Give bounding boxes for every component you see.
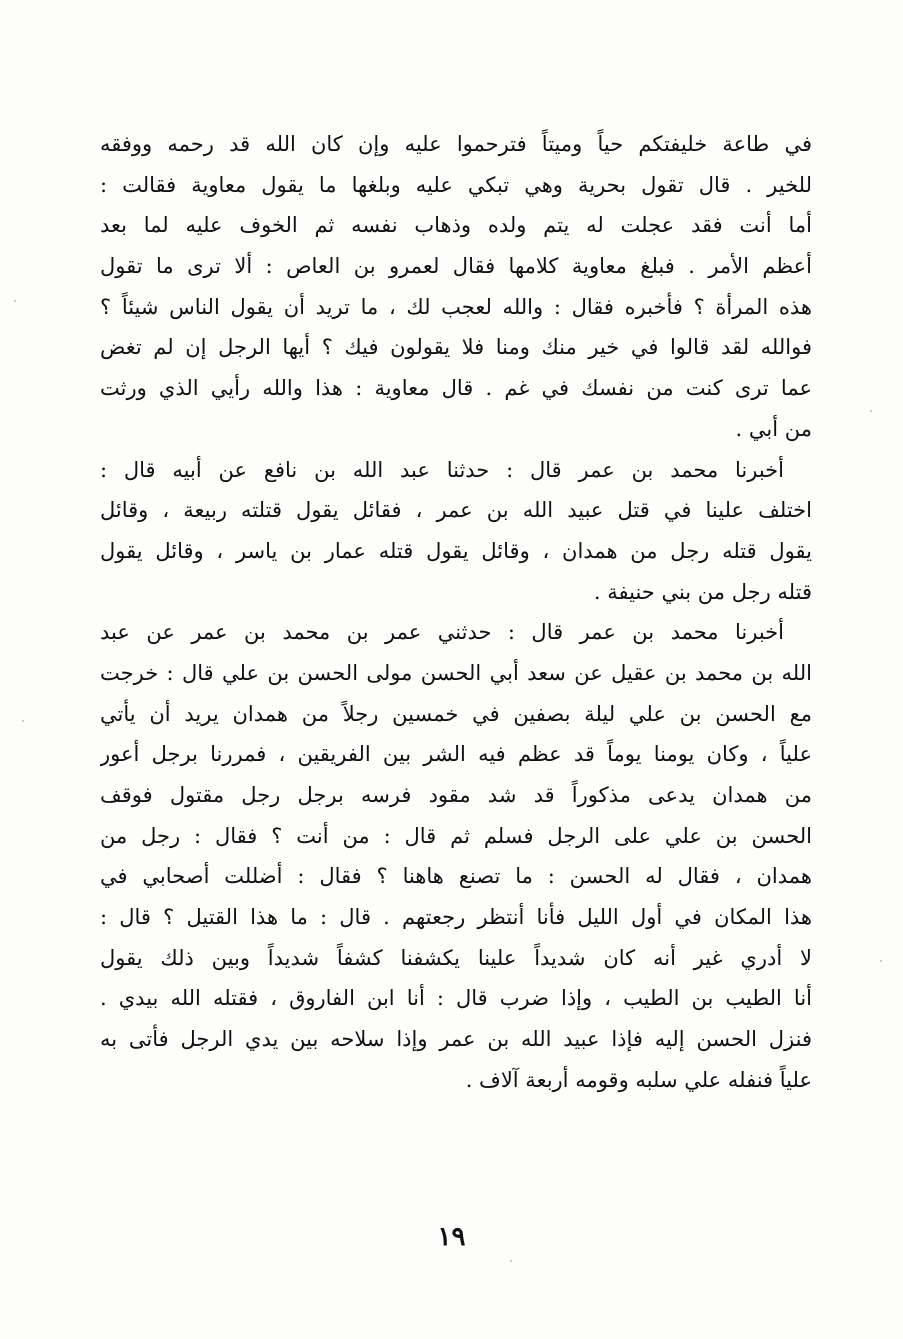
text-line: هذا المكان في أول الليل فأنا أنتظر رجعتهم . قال : ما هذا القتيل ؟ قال : [100, 905, 812, 930]
scan-speck [510, 1260, 512, 1262]
text-line: يقول قتله رجل من همدان ، وقائل يقول قتله عمار بن ياسر ، وقائل يقول [100, 538, 812, 563]
text-line: من أبي . [735, 416, 812, 441]
paragraph-1 [100, 124, 812, 450]
scan-speck [870, 410, 872, 412]
scan-speck [22, 720, 24, 722]
text-line: علياً ، وكان يومنا يوماً قد عظم فيه الشر بين الفريقين ، فمررنا برجل أعور [100, 742, 812, 767]
page-body [100, 124, 812, 1101]
text-line: أخبرنا محمد بن عمر قال : حدثني عمر بن محمد بن عمر عن عبد [100, 620, 784, 645]
text-line: الله بن محمد بن عقيل عن سعد أبي الحسن مولى الحسن بن علي قال : خرجت [100, 660, 812, 685]
text-line: في طاعة خليفتكم حياً وميتاً فترحموا عليه وإن كان الله قد رحمه ووفقه [100, 132, 812, 156]
text-line: أما أنت فقد عجلت له يتم ولده وذهاب نفسه ثم الخوف عليه لما بعد [100, 213, 812, 238]
text-line: أخبرنا محمد بن عمر قال : حدثنا عبد الله بن نافع عن أبيه قال : [100, 457, 784, 482]
text-line: عما ترى كنت من نفسك في غم . قال معاوية : هذا والله رأيي الذي ورثت [100, 376, 812, 401]
text-line: من همدان يدعى مذكوراً قد شد مقود فرسه برجل رجل مقتول فوقف [100, 783, 812, 807]
text-line: للخير . قال تقول بحرية وهي تبكي عليه وبلغها ما يقول معاوية فقالت : [100, 172, 812, 197]
text-line: أعظم الأمر . فبلغ معاوية كلامها فقال لعمرو بن العاص : ألا ترى ما تقول [100, 254, 812, 279]
text-line: اختلف علينا في قتل عبيد الله بن عمر ، فقائل يقول قتلته ربيعة ، وقائل [100, 498, 812, 523]
scan-speck [14, 300, 16, 302]
paragraph-2 [100, 450, 812, 613]
text-line: أنا الطيب بن الطيب ، وإذا ضرب قال : أنا ابن الفاروق ، فقتله الله بيدي . [100, 986, 812, 1011]
text-line: فنزل الحسن إليه فإذا عبيد الله بن عمر وإذا سلاحه بين يدي الرجل فأتى به [100, 1027, 812, 1052]
text-line: قتله رجل من بني حنيفة . [593, 579, 812, 604]
page-number: ١٩ [437, 1222, 466, 1252]
text-line: همدان ، فقال له الحسن : ما تصنع هاهنا ؟ فقال : أضللت أصحابي في [100, 864, 812, 889]
text-line: هذه المرأة ؟ فأخبره فقال : والله لعجب لك ، ما تريد أن يقول الناس شيئاً ؟ [100, 294, 812, 319]
text-line: مع الحسن بن علي ليلة بصفين في خمسين رجلاً من همدان يريد أن يأتي [100, 701, 812, 726]
scan-speck [880, 960, 882, 962]
text-line: لا أدري غير أنه كان شديداً علينا يكشفنا كشفاً شديداً وبين ذلك يقول [100, 945, 812, 970]
paragraph-3 [100, 612, 812, 1100]
text-line: الحسن بن علي على الرجل فسلم ثم قال : من أنت ؟ فقال : رجل من [100, 823, 812, 848]
text-line: فوالله لقد قالوا في خير منك ومنا فلا يقولون فيك ؟ أيها الرجل إن لم تغض [100, 335, 812, 360]
text-line: علياً فنفله علي سلبه وقومه أربعة آلاف . [465, 1067, 812, 1092]
